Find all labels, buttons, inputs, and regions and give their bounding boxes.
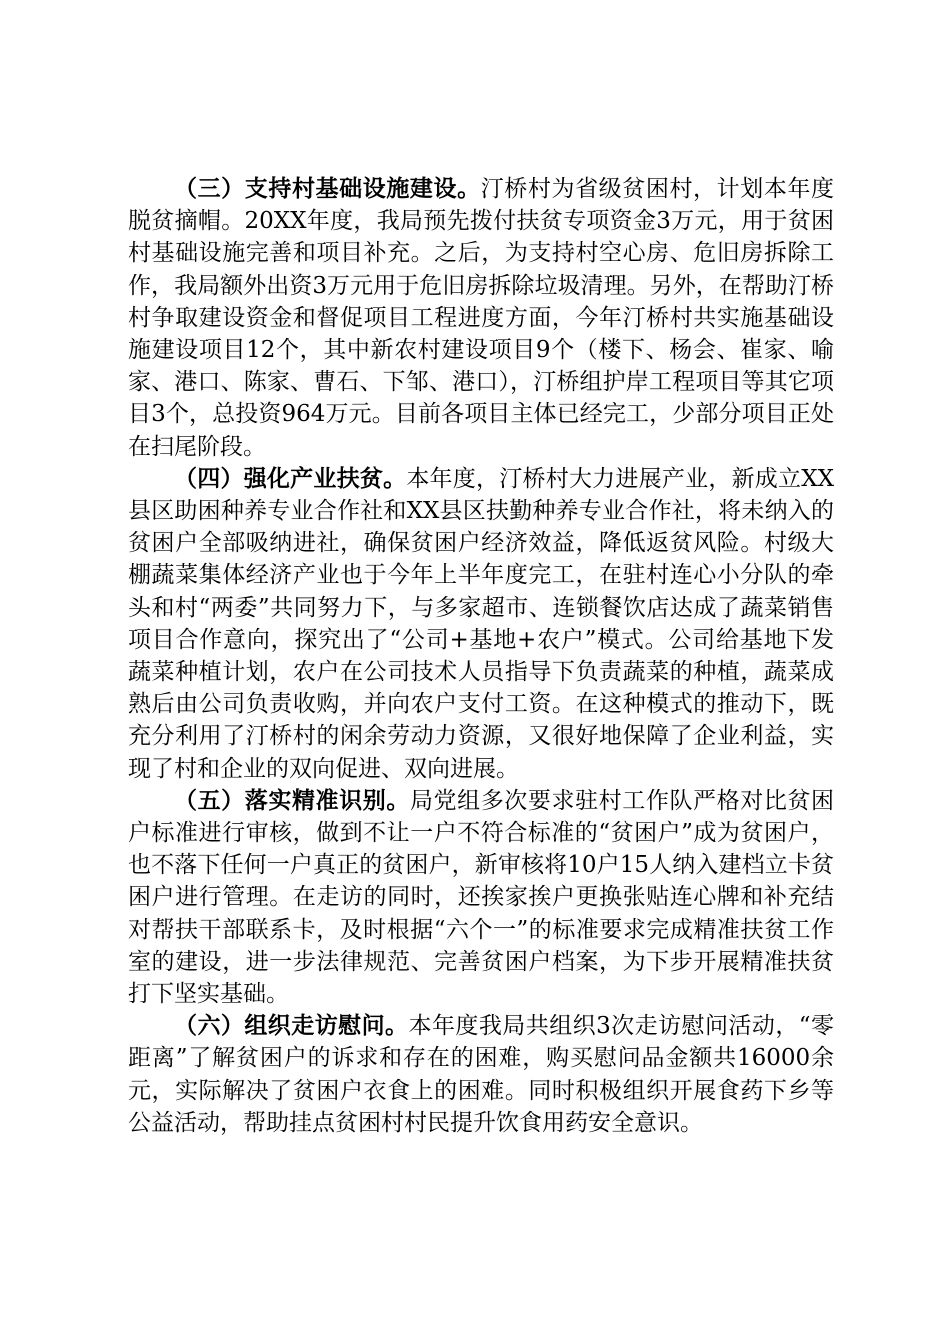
section-body: 本年度我局共组织3次走访慰问活动，“零距离”了解贫困户的诉求和存在的困难，购买慰问品金额共16000余元，实际解决了贫困户衣食上的困难。同时积极组织开展食药下乡等公益活动，帮助挂点贫困村村民提升饮食用药安全意识。: [128, 1013, 834, 1136]
section-body: 局党组多次要求驻村工作队严格对比贫困户标准进行审核，做到不让一户不符合标准的“贫困户”成为贫困户，也不落下任何一户真正的贫困户，新审核将10户15人纳入建档立卡贫困户进行管理。在走访的同时，还挨家挨户更换张贴连心牌和补充结对帮扶干部联系卡，及时根据“六个一”的标准要求完成精准扶贫工作室的建设，进一步法律规范、完善贫困户档案，为下步开展精准扶贫打下坚实基础。: [128, 787, 835, 1008]
paragraph-identification: [128, 785, 834, 1010]
paragraph-visits: [128, 1010, 834, 1139]
section-body: 汀桥村为省级贫困村，计划本年度脱贫摘帽。20XX年度，我局预先拨付扶贫专项资金3万元，用于贫困村基础设施完善和项目补充。之后，为支持村空心房、危旧房拆除工作，我局额外出资3万元用于危旧房拆除垃圾清理。另外，在帮助汀桥村争取建设资金和督促项目工程进度方面，今年汀桥村共实施基础设施建设项目12个，其中新农村建设项目9个（楼下、杨会、崔家、喻家、港口、陈家、曹石、下邹、港口），汀桥组护岸工程项目等其它项目3个，总投资964万元。目前各项目主体已经完工，少部分项目正处在扫尾阶段。: [128, 176, 835, 460]
section-heading: （六）组织走访慰问。: [174, 1013, 409, 1040]
paragraph-infrastructure: [128, 173, 834, 463]
section-body: 本年度，汀桥村大力进展产业，新成立XX县区助困种养专业合作社和XX县区扶勤种养专业合作社，将未纳入的贫困户全部吸纳进社，确保贫困户经济效益，降低返贫风险。村级大棚蔬菜集体经济产业也于今年上半年度完工，在驻村连心小分队的牵头和村“两委”共同努力下，与多家超市、连锁餐饮店达成了蔬菜销售项目合作意向，探究出了“公司+基地+农户”模式。公司给基地下发蔬菜种植计划，农户在公司技术人员指导下负责蔬菜的种植，蔬菜成熟后由公司负责收购，并向农户支付工资。在这种模式的推动下，既充分利用了汀桥村的闲余劳动力资源，又很好地保障了企业利益，实现了村和企业的双向促进、双向进展。: [128, 465, 835, 782]
section-heading: （三）支持村基础设施建设。: [174, 176, 481, 202]
section-heading: （五）落实精准识别。: [174, 787, 410, 814]
paragraph-industry: [128, 463, 834, 785]
document-body: [128, 173, 834, 1139]
section-heading: （四）强化产业扶贫。: [174, 465, 407, 492]
